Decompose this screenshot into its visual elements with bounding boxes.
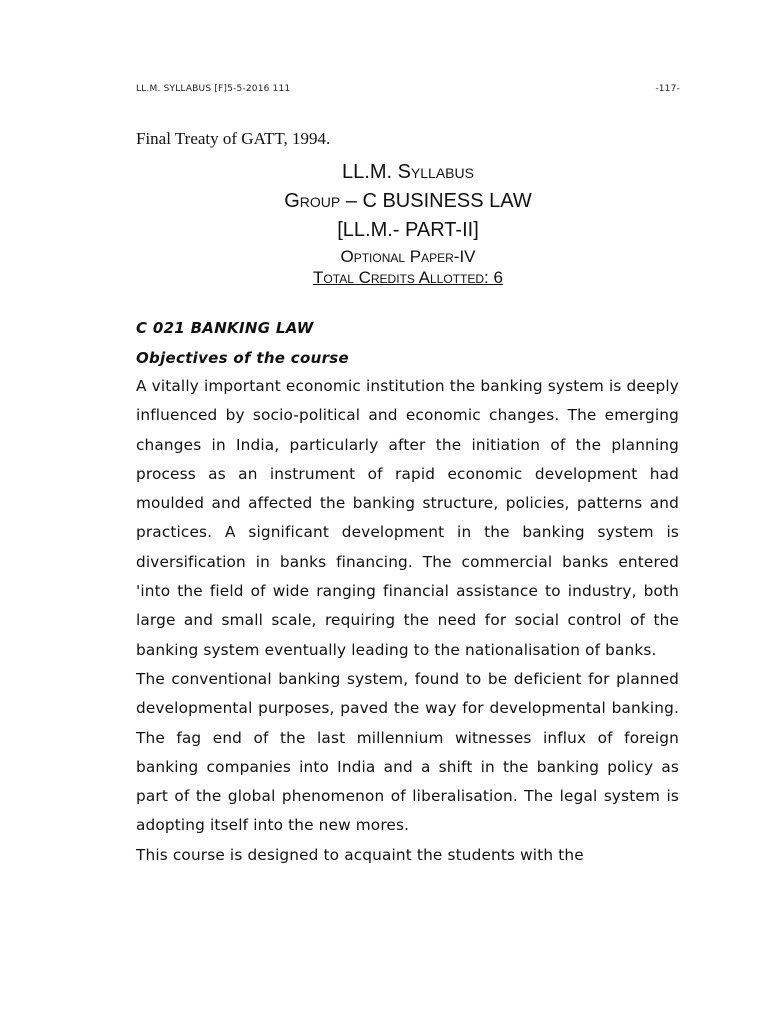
optional-paper-title: Optional Paper-IV <box>340 247 476 266</box>
header-left-text: LL.M. SYLLABUS [F]5-5-2016 111 <box>136 84 291 94</box>
syllabus-title: LL.M. Syllabus <box>342 161 474 183</box>
group-title: Group – C BUSINESS LAW <box>284 190 532 212</box>
paragraph-1: A vitally important economic institution the banking system is deeply influenced by socio-political and economic changes. The emerging changes in India, particularly after the initiation of the planning process as an instrument of rapid economic development had moulded and affected the banking structure, policies, patterns and practices. A significant development in the banking system is diversification in banks financing. The commercial banks entered 'into the field of wide ranging financial assistance to industry, both large and small scale, requiring the need for social control of the banking system eventually leading to the nationalisation of banks. <box>136 377 679 659</box>
course-code-heading: C 021 BANKING LAW <box>136 319 314 337</box>
objectives-heading: Objectives of the course <box>136 349 349 367</box>
total-credits: Total Credits Allotted: 6 <box>313 268 503 287</box>
page-number: -117- <box>655 84 680 94</box>
course-section <box>136 318 679 870</box>
title-block <box>136 158 680 288</box>
previous-section-text: Final Treaty of GATT, 1994. <box>136 129 331 148</box>
paragraph-3: This course is designed to acquaint the students with the <box>136 845 584 864</box>
paragraph-2: The conventional banking system, found to be deficient for planned developmental purposes, paved the way for developmental banking. The fag end of the last millennium witnesses influx of foreign banking companies into India and a shift in the banking policy as part of the global phenomenon of liberalisation. The legal system is adopting itself into the new mores. <box>136 669 679 835</box>
part-title: [LL.M.- PART-II] <box>337 219 479 241</box>
